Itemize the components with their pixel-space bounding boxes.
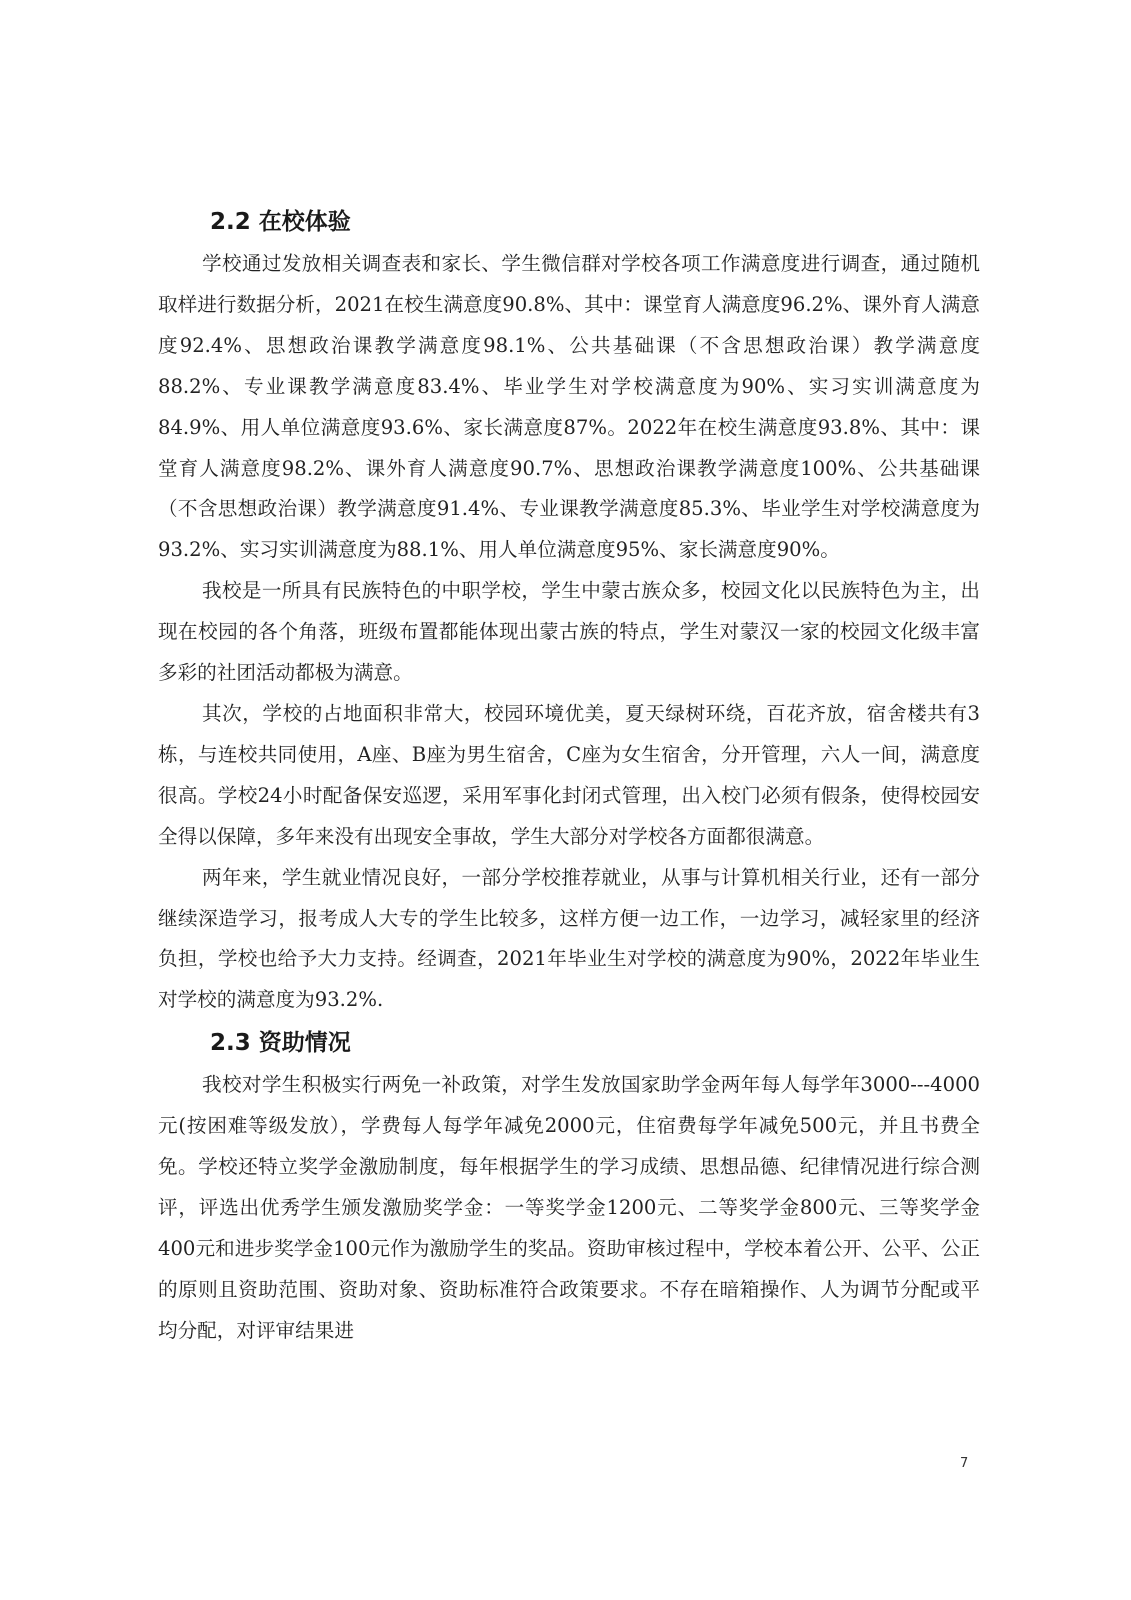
section-heading-2-3: 2.3 资助情况 bbox=[210, 1030, 351, 1057]
paragraph-satisfaction-survey: 学校通过发放相关调查表和家长、学生微信群对学校各项工作满意度进行调查，通过随机取样进行数据分析，2021在校生满意度90.8%、其中：课堂育人满意度96.2%、课外育人满意度92.4%、思想政治课教学满意度98.1%、公共基础课（不含思想政治课）教学满意度88.2%、专业课教学满意度83.4%、毕业学生对学校满意度为90%、实习实训满意度为84.9%、用人单位满意度93.6%、家长满意度87%。2022年在校生满意度93.8%、其中：课堂育人满意度98.2%、课外育人满意度90.7%、思想政治课教学满意度100%、公共基础课（不含思想政治课）教学满意度91.4%、专业课教学满意度85.3%、毕业学生对学校满意度为93.2%、实习实训满意度为88.1%、用人单位满意度95%、家长满意度90%。 bbox=[158, 252, 980, 562]
paragraph-campus-environment: 其次，学校的占地面积非常大，校园环境优美，夏天绿树环绕，百花齐放，宿舍楼共有3栋，与连校共同使用，A座、B座为男生宿舍，C座为女生宿舍，分开管理，六人一间，满意度很高。学校24小时配备保安巡逻，采用军事化封闭式管理，出入校门必须有假条，使得校园安全得以保障，多年来没有出现安全事故，学生大部分对学校各方面都很满意。 bbox=[158, 701, 980, 848]
page-number: 7 bbox=[960, 1456, 969, 1471]
document-page bbox=[158, 200, 980, 1352]
paragraph-ethnic-culture: 我校是一所具有民族特色的中职学校，学生中蒙古族众多，校园文化以民族特色为主，出现在校园的各个角落，班级布置都能体现出蒙古族的特点，学生对蒙汉一家的校园文化级丰富多彩的社团活动都极为满意。 bbox=[158, 579, 980, 685]
section-heading-2-2: 2.2 在校体验 bbox=[210, 209, 351, 235]
paragraph-financial-aid: 我校对学生积极实行两免一补政策，对学生发放国家助学金两年每人每学年3000---4000元(按困难等级发放），学费每人每学年减免2000元，住宿费每学年减免500元，并且书费全免。学校还特立奖学金激励制度，每年根据学生的学习成绩、思想品德、纪律情况进行综合测评，评选出优秀学生颁发激励奖学金：一等奖学金1200元、二等奖学金800元、三等奖学金400元和进步奖学金100元作为激励学生的奖品。资助审核过程中，学校本着公开、公平、公正的原则且资助范围、资助对象、资助标准符合政策要求。不存在暗箱操作、人为调节分配或平均分配，对评审结果进 bbox=[158, 1073, 980, 1342]
paragraph-employment: 两年来，学生就业情况良好，一部分学校推荐就业，从事与计算机相关行业，还有一部分继续深造学习，报考成人大专的学生比较多，这样方便一边工作，一边学习，减轻家里的经济负担，学校也给予大力支持。经调查，2021年毕业生对学校的满意度为90%，2022年毕业生对学校的满意度为93.2%. bbox=[158, 865, 980, 1012]
